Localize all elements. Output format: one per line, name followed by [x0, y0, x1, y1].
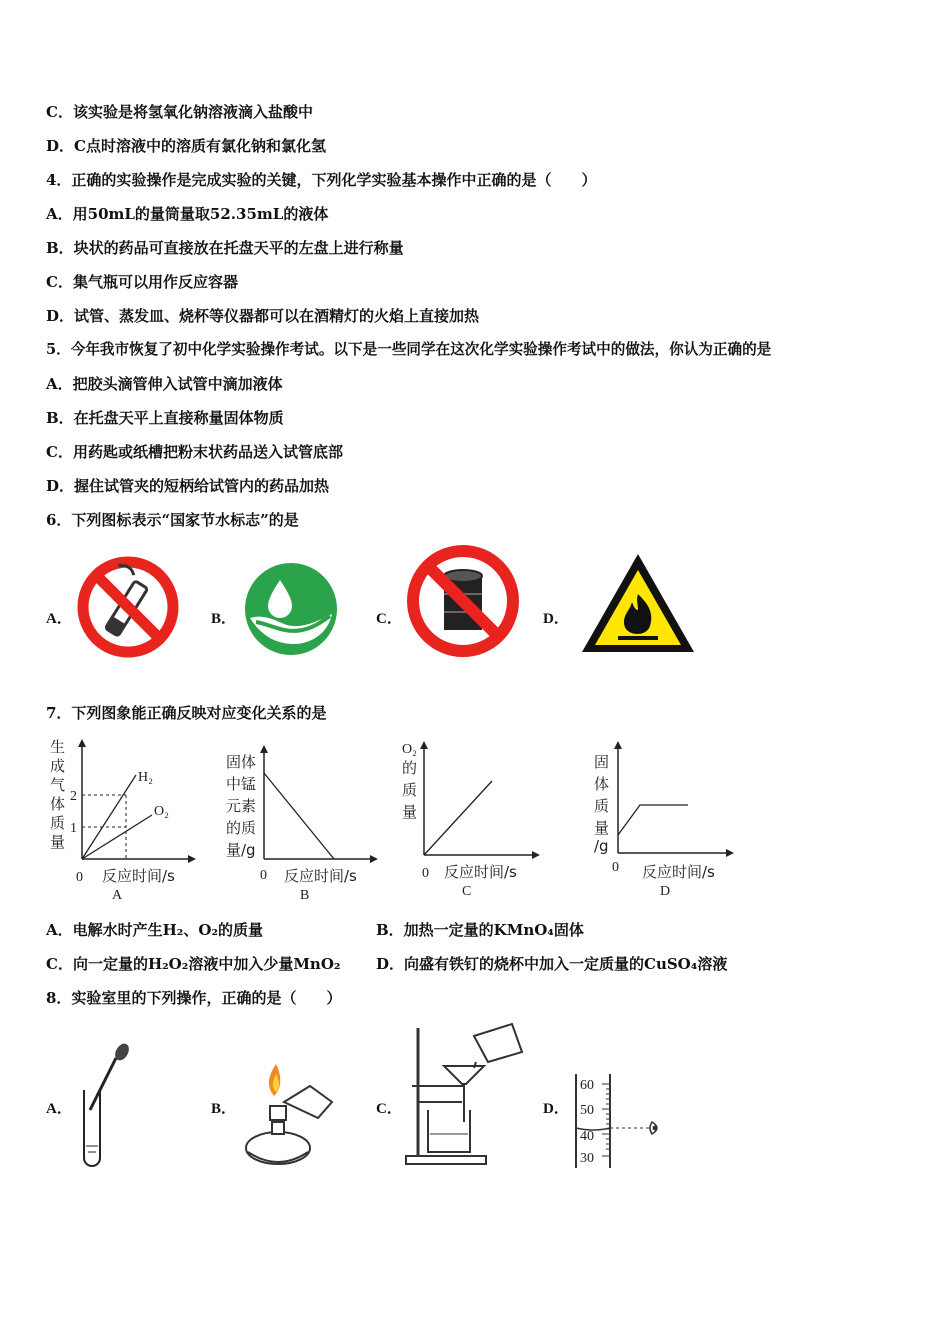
q4-option-a: A．用50mL的量筒量取52.35mL的液体 — [46, 205, 329, 223]
svg-text:质: 质 — [402, 781, 418, 799]
svg-text:0: 0 — [260, 868, 267, 883]
q5-option-a: A．把胶头滴管伸入试管中滴加液体 — [46, 375, 283, 393]
series-h2-label: H₂ — [138, 770, 153, 785]
svg-text:60: 60 — [580, 1078, 594, 1093]
no-oil-drum-icon — [406, 544, 520, 658]
q5-option-c: C．用药匙或纸槽把粉末状药品送入试管底部 — [46, 443, 343, 461]
svg-text:固: 固 — [594, 753, 610, 771]
q6-label-c: C． — [376, 611, 402, 627]
graph-a-ylabel-1: 生 — [50, 738, 66, 756]
series-o2-label: O₂ — [154, 804, 169, 819]
svg-text:中锰: 中锰 — [226, 775, 257, 793]
q4-stem: 4．正确的实验操作是完成实验的关键，下列化学实验基本操作中正确的是（ ） — [46, 171, 597, 189]
q5-option-d: D．握住试管夹的短柄给试管内的药品加热 — [46, 477, 330, 495]
q8-label-a: A． — [46, 1101, 72, 1117]
q7-option-a: A．电解水时产生H₂、O₂的质量 — [46, 921, 264, 939]
water-saving-icon — [244, 562, 338, 656]
svg-text:固体: 固体 — [226, 753, 257, 771]
svg-text:C: C — [462, 884, 472, 899]
origin: 0 — [76, 870, 83, 885]
q3-option-c: C．该实验是将氢氧化钠溶液滴入盐酸中 — [46, 103, 313, 121]
flammable-warning-icon — [578, 550, 698, 658]
svg-text:质: 质 — [594, 797, 610, 815]
svg-text:量: 量 — [50, 833, 66, 851]
q8-stem: 8．实验室里的下列操作，正确的是（ ） — [46, 989, 342, 1007]
q8-label-c: C． — [376, 1101, 402, 1117]
svg-text:体: 体 — [594, 775, 610, 793]
q5-option-b: B．在托盘天平上直接称量固体物质 — [46, 409, 284, 427]
q6-label-d: D． — [543, 611, 569, 627]
q7-option-c: C．向一定量的H₂O₂溶液中加入少量MnO₂ — [46, 955, 341, 973]
q7-graph-c — [396, 735, 566, 905]
q5-stem: 5．今年我市恢复了初中化学实验操作考试。以下是一些同学在这次化学实验操作考试中的做法，你认为正确的是 — [46, 341, 772, 358]
svg-text:量: 量 — [594, 819, 610, 837]
svg-text:0: 0 — [422, 866, 429, 881]
svg-text:/g: /g — [594, 837, 609, 855]
x-label: 反应时间/s — [102, 867, 175, 885]
q7-graph-a — [44, 735, 214, 905]
svg-text:量/g: 量/g — [226, 841, 256, 859]
svg-text:反应时间/s: 反应时间/s — [444, 863, 517, 881]
caption: A — [112, 888, 123, 903]
svg-text:气: 气 — [50, 776, 66, 794]
svg-text:50: 50 — [580, 1103, 594, 1118]
q8-label-d: D． — [543, 1101, 569, 1117]
no-smoking-icon — [76, 555, 180, 659]
tick-2: 2 — [70, 789, 77, 804]
graduated-cylinder-reading-figure — [566, 1068, 676, 1172]
svg-text:的: 的 — [402, 759, 418, 777]
q4-option-c: C．集气瓶可以用作反应容器 — [46, 273, 238, 291]
svg-text:元素: 元素 — [226, 797, 257, 815]
tick-1: 1 — [70, 821, 77, 836]
q6-stem: 6．下列图标表示“国家节水标志”的是 — [46, 511, 299, 529]
q8-label-b: B． — [211, 1101, 237, 1117]
q7-graph-b — [222, 735, 392, 905]
q7-option-b: B．加热一定量的KMnO₄固体 — [376, 921, 584, 939]
svg-text:40: 40 — [580, 1129, 594, 1144]
svg-text:成: 成 — [50, 757, 66, 775]
svg-text:O₂: O₂ — [402, 742, 417, 757]
q6-label-a: A． — [46, 611, 72, 627]
svg-text:的质: 的质 — [226, 819, 257, 837]
svg-text:体: 体 — [50, 795, 66, 813]
filtration-setup-figure — [404, 1022, 528, 1168]
q7-stem: 7．下列图象能正确反映对应变化关系的是 — [46, 704, 327, 722]
svg-text:30: 30 — [580, 1151, 594, 1166]
q7-option-d: D．向盛有铁钉的烧杯中加入一定质量的CuSO₄溶液 — [376, 955, 728, 973]
q3-option-d: D．C点时溶液中的溶质有氯化钠和氯化氢 — [46, 137, 326, 155]
dropper-in-test-tube-figure — [76, 1042, 136, 1172]
svg-text:B: B — [300, 888, 310, 903]
svg-text:质: 质 — [50, 814, 66, 832]
svg-text:反应时间/s: 反应时间/s — [642, 863, 715, 881]
q4-option-b: B．块状的药品可直接放在托盘天平的左盘上进行称量 — [46, 239, 404, 257]
svg-text:0: 0 — [612, 860, 619, 875]
q4-option-d: D．试管、蒸发皿、烧杯等仪器都可以在酒精灯的火焰上直接加热 — [46, 307, 480, 325]
svg-text:量: 量 — [402, 803, 418, 821]
svg-text:反应时间/s: 反应时间/s — [284, 867, 357, 885]
svg-text:D: D — [660, 884, 671, 899]
lighting-alcohol-lamp-figure — [240, 1062, 340, 1168]
q6-label-b: B． — [211, 611, 237, 627]
q7-graph-d — [588, 735, 758, 905]
